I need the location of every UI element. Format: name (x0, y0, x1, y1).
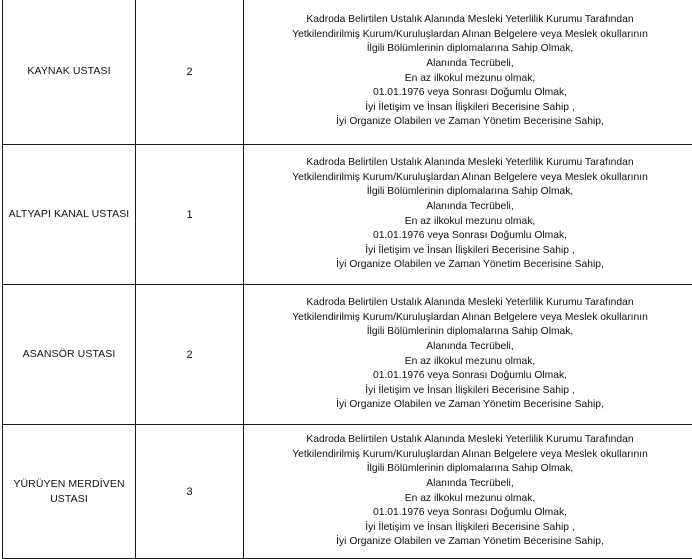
requirement-line: Kadroda Belirtilen Ustalık Alanında Mesleki Yeterlilik Kurumu Tarafından (244, 156, 692, 171)
requirement-line: Yetkilendirilmiş Kurum/Kuruluşlardan Alınan Belgelere veya Meslek okullarının (244, 28, 692, 43)
requirement-line: İlgili Bölümlerinin diplomalarına Sahip Olmak, (244, 185, 692, 200)
requirement-line: İlgili Bölümlerinin diplomalarına Sahip Olmak, (244, 325, 692, 340)
requirements-cell (244, 0, 692, 145)
table-row (3, 285, 692, 425)
requirement-line: İyi İletişim ve İnsan İlişkileri Becerisine Sahip , (244, 244, 692, 259)
position-count-cell: 1 (136, 145, 244, 285)
requirement-line: Yetkilendirilmiş Kurum/Kuruluşlardan Alınan Belgelere veya Meslek okullarının (244, 171, 692, 186)
requirement-line: İyi İletişim ve İnsan İlişkileri Becerisine Sahip , (244, 521, 692, 536)
requirement-line: Alanında Tecrübeli, (244, 57, 692, 72)
requirement-line: İyi Organize Olabilen ve Zaman Yönetim Becerisine Sahip, (244, 258, 692, 273)
requirements-cell (244, 145, 692, 285)
requirement-line: İlgili Bölümlerinin diplomalarına Sahip Olmak, (244, 42, 692, 57)
position-count-cell: 2 (136, 285, 244, 425)
requirement-line: 01.01.1976 veya Sonrası Doğumlu Olmak, (244, 369, 692, 384)
requirement-line: İyi Organize Olabilen ve Zaman Yönetim Becerisine Sahip, (244, 115, 692, 130)
requirement-line: En az ilkokul mezunu olmak, (244, 355, 692, 370)
requirement-line: Alanında Tecrübeli, (244, 340, 692, 355)
requirements-cell (244, 285, 692, 425)
requirement-line: Yetkilendirilmiş Kurum/Kuruluşlardan Alınan Belgelere veya Meslek okullarının (244, 311, 692, 326)
requirement-line: Kadroda Belirtilen Ustalık Alanında Mesleki Yeterlilik Kurumu Tarafından (244, 13, 692, 28)
requirement-line: Kadroda Belirtilen Ustalık Alanında Mesleki Yeterlilik Kurumu Tarafından (244, 296, 692, 311)
requirement-line: Kadroda Belirtilen Ustalık Alanında Mesleki Yeterlilik Kurumu Tarafından (244, 433, 692, 448)
requirement-line: İyi İletişim ve İnsan İlişkileri Becerisine Sahip , (244, 101, 692, 116)
requirement-line: 01.01.1976 veya Sonrası Doğumlu Olmak, (244, 506, 692, 521)
position-title-cell: YÜRÜYEN MERDİVEN USTASI (3, 425, 136, 559)
table-row (3, 425, 692, 559)
table-row (3, 0, 692, 145)
requirement-line: İlgili Bölümlerinin diplomalarına Sahip Olmak, (244, 462, 692, 477)
requirement-line: En az ilkokul mezunu olmak, (244, 72, 692, 87)
requirement-line: İyi Organize Olabilen ve Zaman Yönetim Becerisine Sahip, (244, 535, 692, 550)
requirement-line: İyi Organize Olabilen ve Zaman Yönetim Becerisine Sahip, (244, 398, 692, 413)
requirement-line: Alanında Tecrübeli, (244, 200, 692, 215)
requirements-cell (244, 425, 692, 559)
positions-table (2, 0, 692, 559)
position-count-cell: 3 (136, 425, 244, 559)
requirement-line: Yetkilendirilmiş Kurum/Kuruluşlardan Alınan Belgelere veya Meslek okullarının (244, 448, 692, 463)
table-row (3, 145, 692, 285)
position-title-cell: KAYNAK USTASI (3, 0, 136, 145)
requirement-line: En az ilkokul mezunu olmak, (244, 492, 692, 507)
requirement-line: En az ilkokul mezunu olmak, (244, 215, 692, 230)
requirement-line: Alanında Tecrübeli, (244, 477, 692, 492)
requirement-line: 01.01.1976 veya Sonrası Doğumlu Olmak, (244, 86, 692, 101)
position-title-cell: ASANSÖR USTASI (3, 285, 136, 425)
requirement-line: 01.01.1976 veya Sonrası Doğumlu Olmak, (244, 229, 692, 244)
position-title-cell: ALTYAPI KANAL USTASI (3, 145, 136, 285)
position-count-cell: 2 (136, 0, 244, 145)
requirement-line: İyi İletişim ve İnsan İlişkileri Becerisine Sahip , (244, 384, 692, 399)
